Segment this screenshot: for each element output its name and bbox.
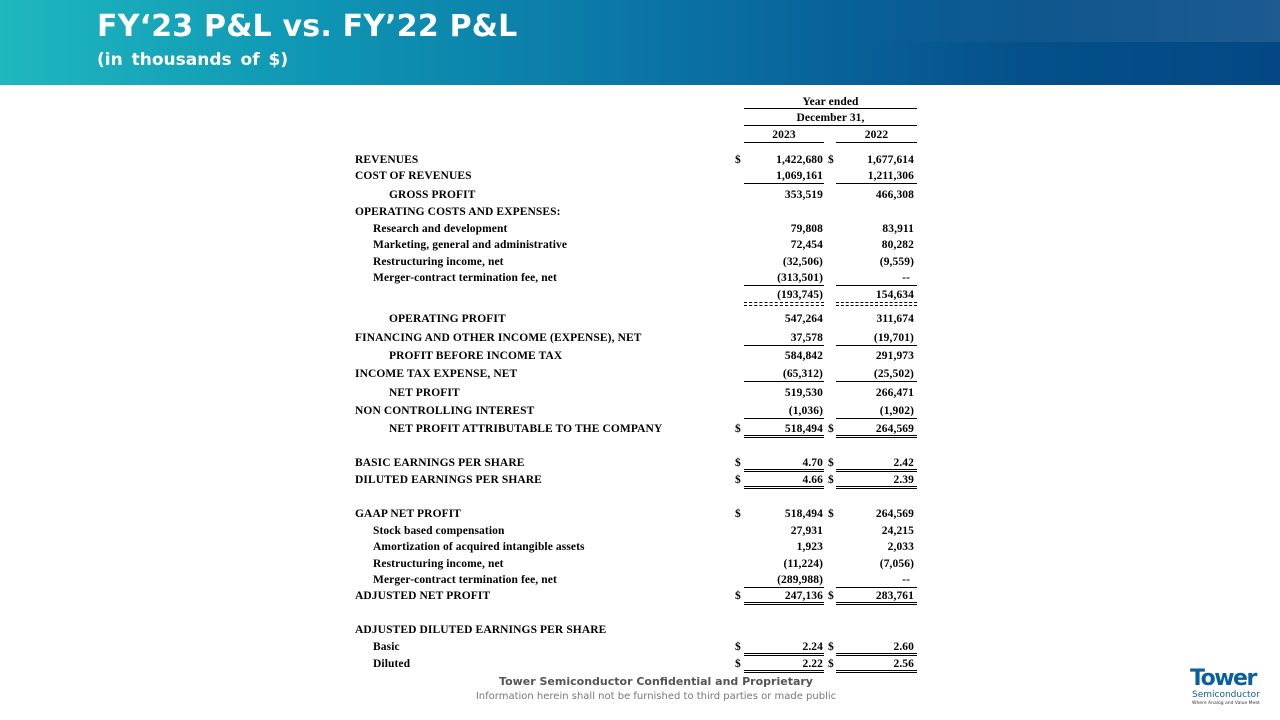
value-2022: 311,674 xyxy=(876,313,914,325)
value-2023: 2.24 xyxy=(802,641,823,653)
value-2022: 2.60 xyxy=(893,641,914,653)
header-rule xyxy=(836,142,917,143)
currency-symbol: $ xyxy=(828,590,834,602)
currency-symbol: $ xyxy=(828,508,834,520)
value-2022: (19,701) xyxy=(873,332,914,344)
subtotal-rule xyxy=(836,587,917,588)
subtotal-rule xyxy=(744,381,824,382)
value-2023: (1,036) xyxy=(788,405,823,417)
subtotal-rule xyxy=(744,305,824,306)
value-2022: (9,559) xyxy=(879,256,914,268)
value-2023: (313,501) xyxy=(777,272,823,284)
confidential-notice: Tower Semiconductor Confidential and Proprietary xyxy=(499,675,813,688)
total-rule xyxy=(744,435,824,438)
row-label: INCOME TAX EXPENSE, NET xyxy=(355,368,518,380)
currency-symbol: $ xyxy=(828,423,834,435)
value-2023: 27,931 xyxy=(790,525,823,537)
date-header: December 31, xyxy=(796,112,865,124)
row-label: FINANCING AND OTHER INCOME (EXPENSE), NET xyxy=(355,332,642,344)
header-rule xyxy=(744,125,917,126)
value-2023: 4.70 xyxy=(802,457,823,469)
value-2023: 353,519 xyxy=(784,189,823,201)
row-label: GAAP NET PROFIT xyxy=(355,508,462,520)
value-2022: -- xyxy=(902,272,910,284)
section-heading: ADJUSTED DILUTED EARNINGS PER SHARE xyxy=(355,624,607,636)
value-2023: (32,506) xyxy=(782,256,823,268)
value-2022: 264,569 xyxy=(875,508,914,520)
currency-symbol: $ xyxy=(735,508,741,520)
row-label: Basic xyxy=(373,641,400,653)
disclosure-notice: Information herein shall not be furnished to third parties or made public xyxy=(475,691,837,702)
value-2022: 291,973 xyxy=(875,350,914,362)
logo-subtitle: Semiconductor xyxy=(1192,690,1260,700)
currency-symbol: $ xyxy=(828,641,834,653)
row-label: NET PROFIT xyxy=(389,387,460,399)
value-2022: (7,056) xyxy=(879,558,914,570)
currency-symbol: $ xyxy=(735,423,741,435)
row-label: GROSS PROFIT xyxy=(389,189,476,201)
page-subtitle: (in thousands of $) xyxy=(97,50,289,70)
value-2022: 2.56 xyxy=(893,658,914,670)
header-rule xyxy=(744,108,917,109)
company-logo xyxy=(1190,668,1270,712)
value-2022: 466,308 xyxy=(875,189,914,201)
row-label: Amortization of acquired intangible assets xyxy=(373,541,585,553)
value-2022: 264,569 xyxy=(875,423,914,435)
subtotal-rule xyxy=(744,183,824,184)
value-2022: (1,902) xyxy=(879,405,914,417)
row-label: Restructuring income, net xyxy=(373,558,504,570)
value-2022: 266,471 xyxy=(875,387,914,399)
value-2022: (25,502) xyxy=(873,368,914,380)
total-rule xyxy=(836,469,917,472)
row-label: Diluted xyxy=(373,658,411,670)
value-2023: 1,422,680 xyxy=(776,154,823,166)
row-label: REVENUES xyxy=(355,154,419,166)
value-2023: 518,494 xyxy=(784,423,823,435)
value-2022: 1,211,306 xyxy=(867,170,914,182)
value-2023: 1,923 xyxy=(796,541,823,553)
subtotal-rule xyxy=(744,587,824,588)
subtotal-rule xyxy=(836,285,917,286)
total-rule xyxy=(744,602,824,605)
page-title: FY‘23 P&L vs. FY’22 P&L xyxy=(97,9,518,44)
subtotal-rule xyxy=(836,183,917,184)
currency-symbol: $ xyxy=(735,457,741,469)
value-2023: 37,578 xyxy=(790,332,823,344)
currency-symbol: $ xyxy=(735,641,741,653)
value-2023: (65,312) xyxy=(782,368,823,380)
value-2023: 1,069,161 xyxy=(776,170,823,182)
value-2023: 518,494 xyxy=(784,508,823,520)
value-2023: 247,136 xyxy=(784,590,823,602)
subtotal-rule xyxy=(836,302,917,303)
value-2022: 24,215 xyxy=(881,525,914,537)
subtotal-rule xyxy=(836,345,917,346)
row-label: BASIC EARNINGS PER SHARE xyxy=(355,457,525,469)
row-label: Stock based compensation xyxy=(373,525,505,537)
value-2023: 584,842 xyxy=(784,350,823,362)
currency-symbol: $ xyxy=(735,474,741,486)
col-header-2022: 2022 xyxy=(864,129,889,141)
currency-symbol: $ xyxy=(828,474,834,486)
total-rule xyxy=(744,469,824,472)
subtotal-rule xyxy=(744,285,824,286)
header-rule xyxy=(744,142,824,143)
row-label: NON CONTROLLING INTEREST xyxy=(355,405,535,417)
row-label: Restructuring income, net xyxy=(373,256,504,268)
total-rule xyxy=(836,602,917,605)
value-2023: 547,264 xyxy=(784,313,823,325)
value-2022: 154,634 xyxy=(875,289,914,301)
value-2022: 83,911 xyxy=(882,223,914,235)
subtotal-rule xyxy=(836,418,917,419)
total-rule xyxy=(744,670,824,673)
col-header-2023: 2023 xyxy=(772,129,796,141)
value-2022: -- xyxy=(902,574,910,586)
section-heading: OPERATING COSTS AND EXPENSES: xyxy=(355,206,561,218)
row-label: Merger-contract termination fee, net xyxy=(373,272,557,284)
value-2022: 80,282 xyxy=(881,239,914,251)
value-2023: (11,224) xyxy=(783,558,823,570)
total-rule xyxy=(744,653,824,656)
row-label: Marketing, general and administrative xyxy=(373,239,568,251)
value-2022: 1,677,614 xyxy=(867,154,914,166)
row-label: Research and development xyxy=(373,223,508,235)
currency-symbol: $ xyxy=(828,658,834,670)
total-rule xyxy=(836,435,917,438)
row-label: COST OF REVENUES xyxy=(355,170,472,182)
value-2022: 2,033 xyxy=(887,541,914,553)
currency-symbol: $ xyxy=(828,154,834,166)
subtotal-rule xyxy=(744,418,824,419)
value-2023: 519,530 xyxy=(784,387,823,399)
title-banner xyxy=(0,0,1280,85)
row-label: Merger-contract termination fee, net xyxy=(373,574,557,586)
total-rule xyxy=(836,670,917,673)
subtotal-rule xyxy=(744,302,824,303)
value-2023: 2.22 xyxy=(802,658,823,670)
row-label: NET PROFIT ATTRIBUTABLE TO THE COMPANY xyxy=(389,423,663,435)
logo-wordmark: Tower xyxy=(1190,666,1256,691)
value-2023: 79,808 xyxy=(790,223,823,235)
total-rule xyxy=(836,486,917,489)
row-label: OPERATING PROFIT xyxy=(389,313,506,325)
currency-symbol: $ xyxy=(735,590,741,602)
value-2022: 283,761 xyxy=(875,590,914,602)
total-rule xyxy=(836,653,917,656)
row-label: DILUTED EARNINGS PER SHARE xyxy=(355,474,542,486)
row-label: ADJUSTED NET PROFIT xyxy=(355,590,491,602)
value-2023: 4.66 xyxy=(802,474,823,486)
value-2023: 72,454 xyxy=(790,239,823,251)
row-label: PROFIT BEFORE INCOME TAX xyxy=(389,350,563,362)
period-header: Year ended xyxy=(802,96,859,108)
subtotal-rule xyxy=(836,305,917,306)
value-2023: (193,745) xyxy=(777,289,823,301)
value-2022: 2.42 xyxy=(893,457,914,469)
total-rule xyxy=(744,486,824,489)
value-2023: (289,988) xyxy=(777,574,823,586)
subtotal-rule xyxy=(744,345,824,346)
logo-tagline: Where Analog and Value Meet xyxy=(1192,701,1260,706)
value-2022: 2.39 xyxy=(893,474,914,486)
currency-symbol: $ xyxy=(828,457,834,469)
banner-sheen xyxy=(860,0,1280,42)
subtotal-rule xyxy=(836,381,917,382)
currency-symbol: $ xyxy=(735,154,741,166)
currency-symbol: $ xyxy=(735,658,741,670)
